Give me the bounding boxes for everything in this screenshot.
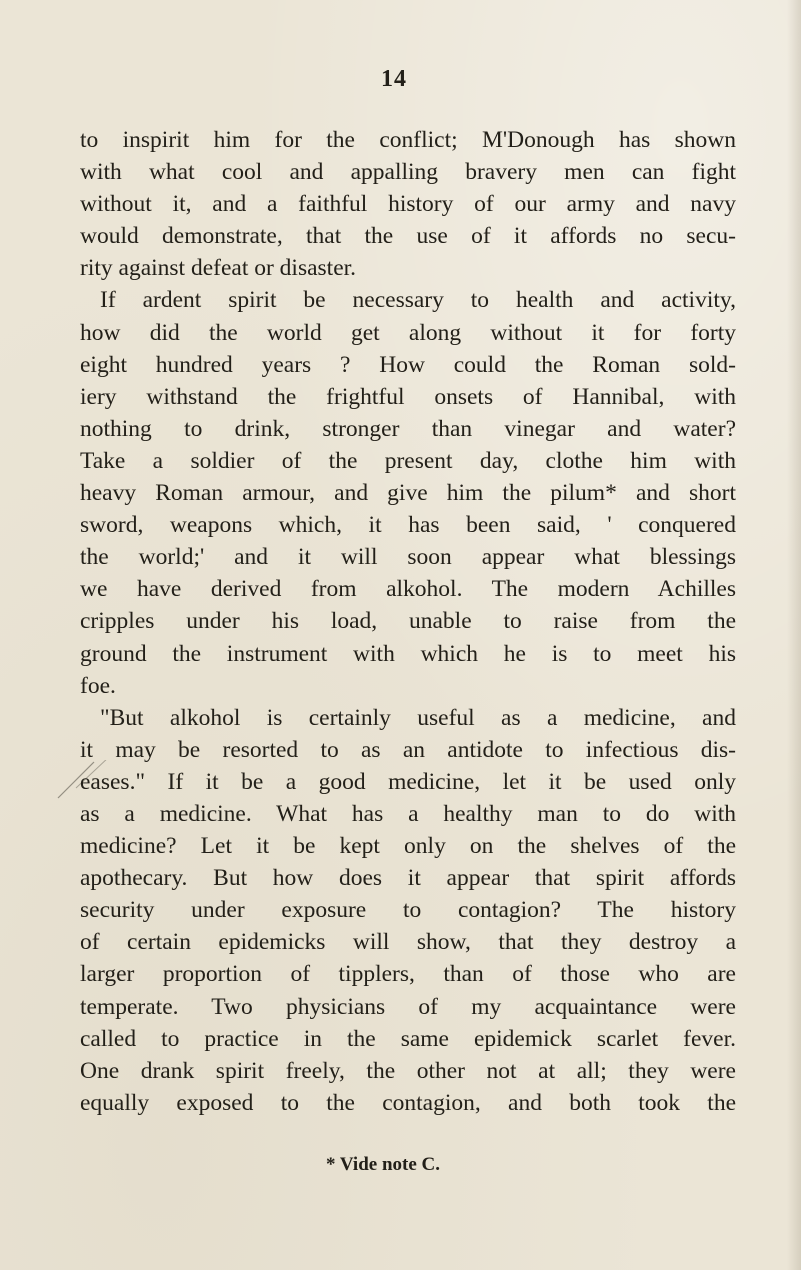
text-line: heavy Roman armour, and give him the pilum* and short xyxy=(80,480,736,507)
text-line: nothing to drink, stronger than vinegar and water? xyxy=(80,415,736,442)
text-line: to inspirit him for the conflict; M'Donough has shown xyxy=(80,127,736,153)
text-line: If ardent spirit be necessary to health and activity, xyxy=(100,287,736,314)
text-line: larger proportion of tipplers, than of those who are xyxy=(80,961,736,988)
text-line: cripples under his load, unable to raise from the xyxy=(80,608,736,635)
text-line: eases." If it be a good medicine, let it be used only xyxy=(80,768,736,795)
footnote: * Vide note C. xyxy=(326,1154,440,1175)
text-line: One drank spirit freely, the other not at all; they were xyxy=(80,1057,736,1084)
text-line: Take a soldier of the present day, clothe him with xyxy=(80,447,736,474)
text-line: medicine? Let it be kept only on the shelves of the xyxy=(80,833,736,860)
text-line: without it, and a faithful history of our army and navy xyxy=(80,191,736,218)
text-line: temperate. Two physicians of my acquaintance were xyxy=(80,993,736,1020)
text-line: security under exposure to contagion? The history xyxy=(80,897,736,924)
text-line: of certain epidemicks will show, that they destroy a xyxy=(80,929,736,956)
text-line: sword, weapons which, it has been said, ' conquered xyxy=(80,512,736,539)
text-line: equally exposed to the contagion, and both took the xyxy=(80,1089,736,1116)
text-line: rity against defeat or disaster. xyxy=(80,255,357,282)
text-line: ground the instrument with which he is to meet his xyxy=(80,640,736,667)
text-line: the world;' and it will soon appear what blessings xyxy=(80,544,736,571)
text-line: eight hundred years ? How could the Roman sold- xyxy=(80,351,736,378)
text-line: we have derived from alkohol. The modern Achilles xyxy=(80,576,736,603)
text-line: would demonstrate, that the use of it affords no secu- xyxy=(80,223,736,250)
page-number: 14 xyxy=(381,66,407,92)
text-line: how did the world get along without it for forty xyxy=(80,319,736,346)
body-text xyxy=(80,124,736,1119)
text-line: apothecary. But how does it appear that spirit affords xyxy=(80,865,736,892)
text-line: called to practice in the same epidemick scarlet fever. xyxy=(80,1025,736,1052)
text-line: iery withstand the frightful onsets of Hannibal, with xyxy=(80,383,736,410)
text-line: foe. xyxy=(80,672,116,699)
text-line: "But alkohol is certainly useful as a medicine, and xyxy=(100,704,736,731)
text-line: it may be resorted to as an antidote to infectious dis- xyxy=(80,736,736,763)
text-line: with what cool and appalling bravery men can fight xyxy=(80,159,736,186)
text-line: as a medicine. What has a healthy man to do with xyxy=(80,800,736,827)
page-edge-shadow xyxy=(787,0,801,1270)
